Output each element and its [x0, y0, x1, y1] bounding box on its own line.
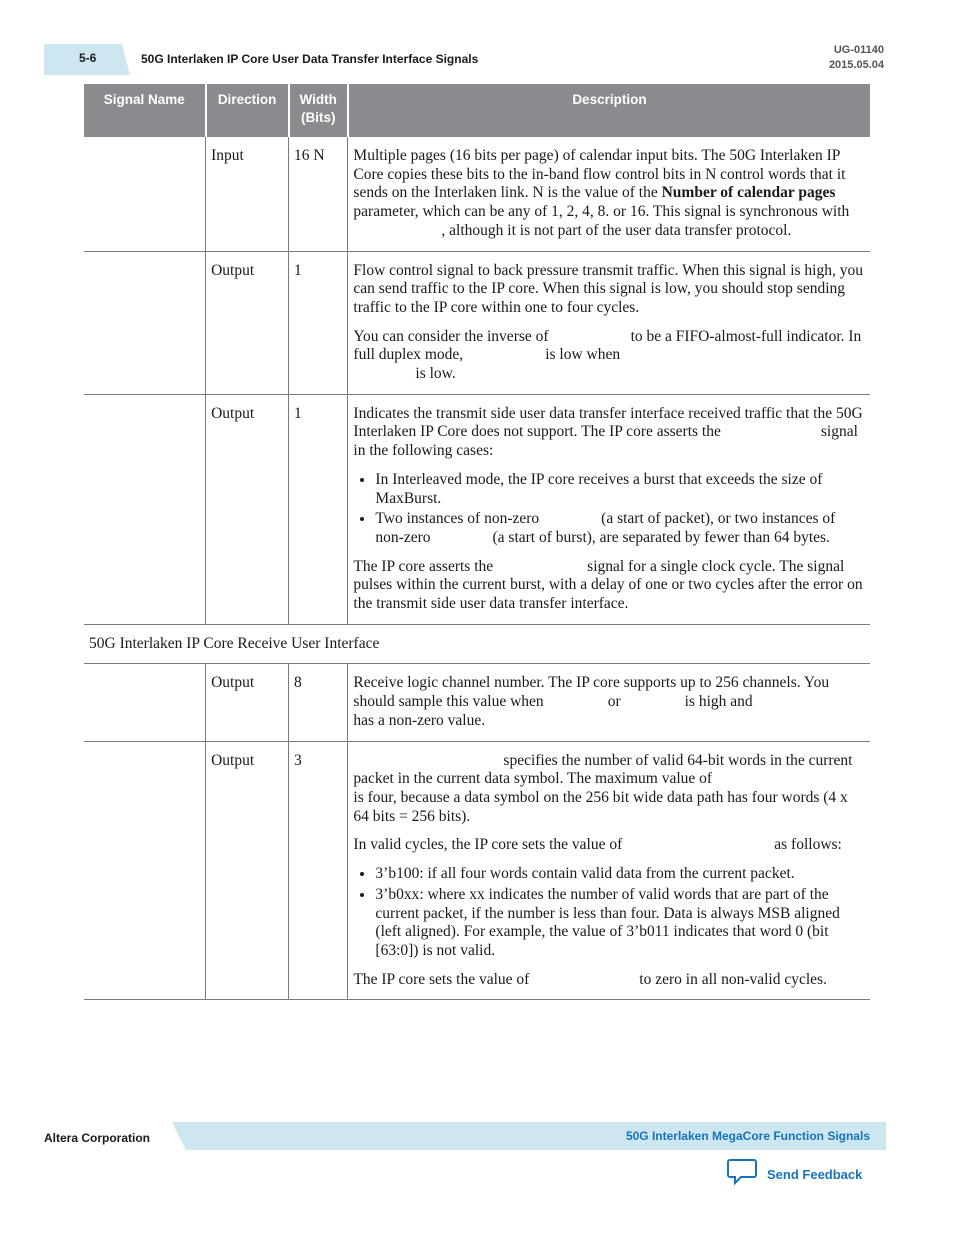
text-run: has a non-zero value.: [353, 711, 486, 729]
text-run: is low when: [545, 346, 621, 364]
text-run: Two instances of non-zero: [375, 510, 540, 528]
table-section-row: [84, 624, 870, 664]
width-cell: 16 N: [289, 137, 348, 251]
parameter-name: Number of calendar pages: [661, 184, 836, 202]
description-paragraph: [353, 558, 865, 614]
direction-cell: Output: [206, 664, 289, 741]
text-run: specifies the number of valid 64-bit words in the current packet in the current data symbol. The maximum value of: [353, 751, 853, 788]
signal-name-cell: [84, 137, 206, 251]
text-run: is low.: [415, 365, 456, 383]
doc-id: UG-01140: [833, 44, 884, 56]
table-row: [84, 251, 870, 394]
company-name: Altera Corporation: [44, 1131, 151, 1145]
table-row: [84, 137, 870, 251]
col-header-description: Description: [348, 84, 870, 137]
width-cell: 1: [289, 394, 348, 624]
section-label: 50G Interlaken IP Core Receive User Interface: [84, 624, 870, 664]
direction-cell: Output: [206, 394, 289, 624]
text-run: signal for a single clock cycle. The signal pulses within the current burst, with a delay of one or two cycles after the error on the transmit side user data transfer interface.: [353, 557, 863, 613]
send-feedback-link[interactable]: [727, 1158, 862, 1191]
description-paragraph: [353, 836, 865, 855]
width-cell: 3: [289, 741, 348, 1000]
footer-section-link[interactable]: 50G Interlaken MegaCore Function Signals: [625, 1129, 870, 1143]
text-run: , although it is not part of the user data transfer protocol.: [441, 221, 792, 239]
text-run: The IP core asserts the: [353, 557, 494, 575]
direction-cell: Input: [206, 137, 289, 251]
text-run: Indicates the transmit side user data transfer interface received traffic that the 50G Interlaken IP Core does not support. The IP core asserts the: [353, 404, 863, 441]
col-header-signal-name: Signal Name: [84, 84, 206, 137]
page-number: 5-6: [79, 51, 97, 65]
signal-name-cell: [84, 394, 206, 624]
bullet-list: [353, 865, 865, 961]
description-paragraph: [353, 328, 865, 384]
text-run: to zero in all non-valid cycles.: [639, 970, 827, 988]
list-item: • 3’b100: if all four words contain valid data from the current packet.: [375, 865, 865, 884]
description-cell: [348, 137, 870, 251]
text-run: (a start of burst), are separated by fewer than 64 bytes.: [492, 528, 830, 546]
description-cell: [348, 664, 870, 741]
text-run: You can consider the inverse of: [353, 327, 549, 345]
text-run: Receive logic channel number. The IP core supports up to 256 channels. You should sample this value when: [353, 674, 830, 711]
description-cell: [348, 394, 870, 624]
text-run: Multiple pages (16 bits per page) of calendar input bits. The 50G Interlaken IP Core copies these bits to the in-band flow control bits in N control words that it sends on the Interlaken link. N is the value of the: [353, 147, 846, 202]
text-run: as follows:: [774, 836, 842, 854]
col-header-width: Width (Bits): [289, 84, 348, 137]
doc-info: [829, 43, 884, 73]
description-paragraph: [353, 674, 865, 730]
description-paragraph: Flow control signal to back pressure transmit traffic. When this signal is high, you can send traffic to the IP core. When this signal is low, you should stop sending traffic to the IP core within one to four cycles.: [353, 261, 863, 316]
width-cell: 1: [289, 251, 348, 394]
description-paragraph: [353, 752, 865, 827]
direction-cell: Output: [206, 251, 289, 394]
width-cell: 8: [289, 664, 348, 741]
send-feedback-label: Send Feedback: [767, 1167, 863, 1182]
description-paragraph: [353, 971, 865, 990]
text-run: The IP core sets the value of: [353, 970, 530, 988]
table-row: [84, 664, 870, 741]
list-item: [375, 510, 865, 547]
col-header-direction: Direction: [206, 84, 289, 137]
table-row: [84, 394, 870, 624]
text-run: is four, because a data symbol on the 256 bit wide data path has four words (4 x 64 bits = 256 bits).: [353, 788, 848, 825]
signal-table: [84, 84, 870, 1000]
feedback-icon: [727, 1158, 757, 1191]
signal-name-cell: [84, 664, 206, 741]
description-paragraph: [353, 405, 865, 461]
text-run: In valid cycles, the IP core sets the value of: [353, 836, 623, 854]
text-run: parameter, which can be any of 1, 2, 4, 8. or 16. This signal is synchronous with: [353, 203, 850, 221]
table-row: [84, 741, 870, 1000]
direction-cell: Output: [206, 741, 289, 1000]
list-item: • 3’b0xx: where xx indicates the number of valid words that are part of the current packet, if the number is less than four. Data is always MSB aligned (left aligned). For example, the value of 3’b011 indicates that word 0 (bit [63:0]) is not valid.: [375, 886, 865, 961]
description-paragraph: [353, 147, 865, 241]
text-run: signal in the following cases:: [353, 423, 858, 460]
signal-name-cell: [84, 251, 206, 394]
description-cell: [348, 741, 870, 1000]
text-run: or: [607, 693, 621, 711]
description-cell: [348, 251, 870, 394]
text-run: to be a FIFO-almost-full indicator. In full duplex mode,: [353, 327, 862, 364]
bullet-list: [353, 471, 865, 548]
page-header-title: 50G Interlaken IP Core User Data Transfer Interface Signals: [141, 52, 479, 66]
table-header-row: [84, 84, 870, 137]
text-run: (a start of packet), or two instances of non-zero: [375, 510, 836, 546]
doc-date: 2015.05.04: [828, 59, 884, 71]
text-run: is high and: [684, 693, 753, 711]
signal-name-cell: [84, 741, 206, 1000]
list-item: • In Interleaved mode, the IP core receives a burst that exceeds the size of MaxBurst.: [375, 471, 865, 508]
